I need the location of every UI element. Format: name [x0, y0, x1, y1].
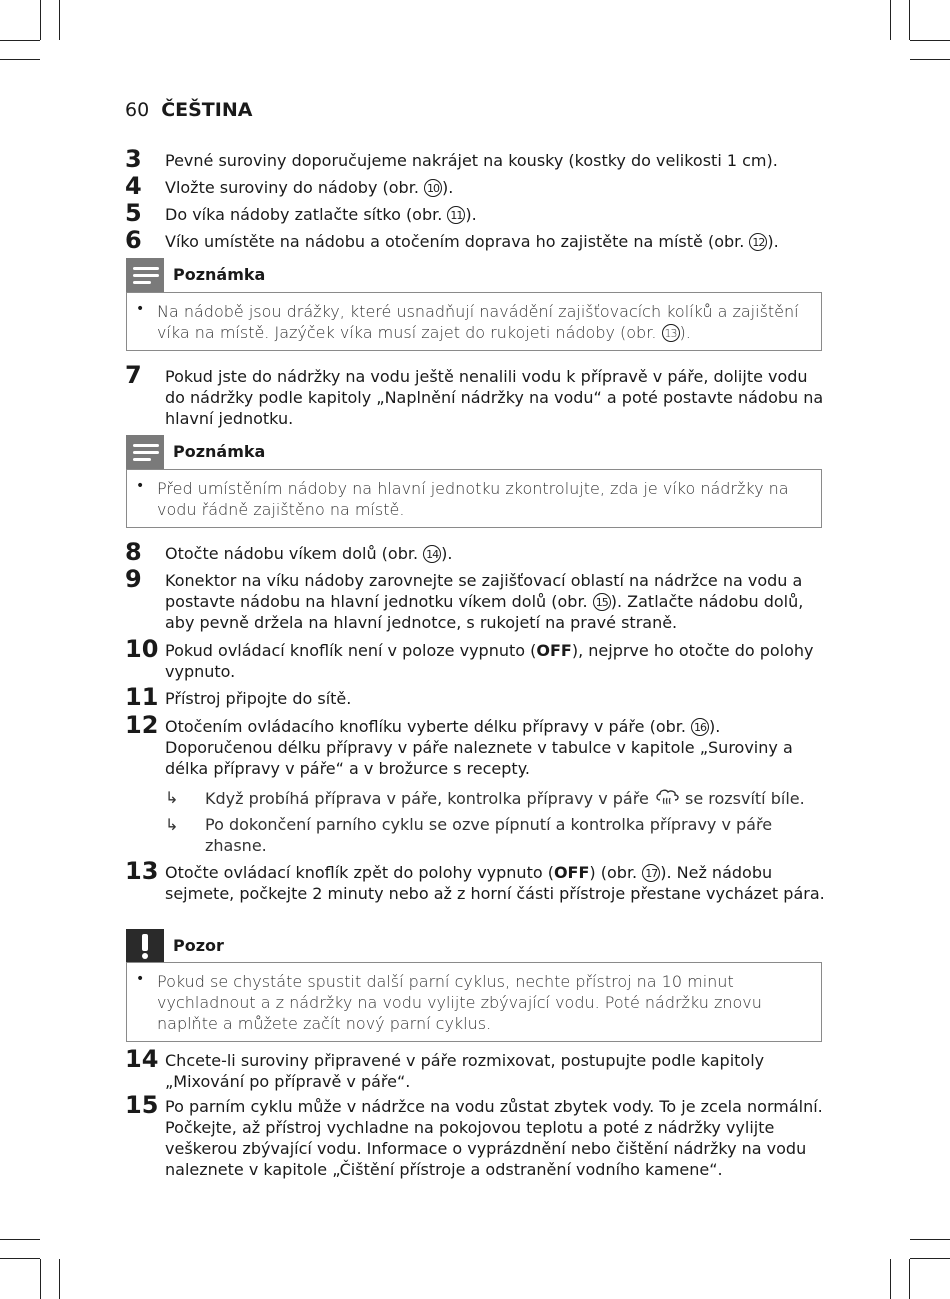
step-text: Chcete-li suroviny připravené v páře rozmixovat, postupujte podle kapitoly „Mixování po přípravě v páře“. — [165, 1051, 765, 1091]
note-header — [126, 258, 822, 292]
figure-ref: 17 — [642, 864, 660, 882]
crop-mark — [909, 1259, 910, 1299]
bullet: • — [136, 971, 145, 987]
step-6 — [125, 226, 825, 254]
step-number: 9 — [125, 565, 142, 593]
step-13 — [125, 857, 825, 904]
step-14 — [125, 1045, 825, 1092]
crop-mark — [0, 40, 40, 41]
figure-ref: 16 — [691, 718, 709, 736]
crop-mark — [40, 0, 41, 40]
crop-mark — [0, 1239, 40, 1240]
crop-mark — [910, 59, 950, 60]
step-7 — [125, 361, 825, 429]
step-10 — [125, 635, 825, 682]
figure-ref: 12 — [749, 233, 767, 251]
note-lines-icon — [126, 258, 164, 292]
caution-header — [126, 929, 822, 963]
crop-mark — [909, 0, 910, 40]
result-arrow-icon: ↳ — [165, 788, 179, 807]
step-number: 12 — [125, 711, 159, 739]
step-5 — [125, 199, 825, 227]
step-12 — [125, 711, 825, 779]
note-text: Před umístěním nádoby na hlavní jednotku zkontrolujte, zda je víko nádržky na vodu řádně zajištěno na místě. — [157, 479, 789, 519]
off-keyword: OFF — [553, 863, 590, 882]
result-item — [165, 787, 825, 812]
note-lines-icon — [126, 435, 164, 469]
figure-ref: 11 — [447, 206, 465, 224]
step-text: Otočte nádobu víkem dolů (obr. 14 ). — [165, 544, 453, 563]
note-text: Na nádobě jsou drážky, které usnadňují navádění zajišťovacích kolíků a zajištění víka na místě. Jazýček víka musí zajet do rukojeti nádoby (obr. 13 ). — [157, 302, 799, 342]
step-15 — [125, 1091, 825, 1180]
crop-mark — [40, 1259, 41, 1299]
step-number: 11 — [125, 683, 159, 711]
step-3 — [125, 145, 825, 173]
result-item — [165, 814, 825, 856]
step-number: 14 — [125, 1045, 159, 1073]
step-text: Víko umístěte na nádobu a otočením doprava ho zajistěte na místě (obr. 12 ). — [165, 232, 779, 251]
crop-mark — [890, 1259, 891, 1299]
crop-mark — [0, 59, 40, 60]
result-arrow-icon: ↳ — [165, 815, 179, 834]
step-text: Konektor na víku nádoby zarovnejte se zajišťovací oblastí na nádržce na vodu a postavte nádobu na hlavní jednotku víkem dolů (obr. 15 ). Zatlačte nádobu dolů, aby pevně držela na hlavní jednotce, s rukojetí na pravé straně. — [165, 571, 804, 632]
step-number: 10 — [125, 635, 159, 663]
step-text: Otočte ovládací knoflík zpět do polohy vypnuto (OFF) (obr. 17 ). Než nádobu sejmete, počkejte 2 minuty nebo až z horní části přístroje přestane vycházet pára. — [165, 863, 825, 903]
step-4 — [125, 172, 825, 200]
language-title: ČEŠTINA — [161, 99, 253, 121]
step-number: 15 — [125, 1091, 159, 1119]
step-number: 7 — [125, 361, 142, 389]
step-text: Po parním cyklu může v nádržce na vodu zůstat zbytek vody. To je zcela normální. Počkejte, až přístroj vychladne na pokojovou teplotu a poté z nádržky vylijte veškerou zbývající vodu. Informace o vyprázdnění nebo čištění nádržky na vodu naleznete v kapitole „Čištění přístroje a odstranění vodního kamene“. — [165, 1097, 823, 1179]
figure-ref: 10 — [424, 179, 442, 197]
step-number: 8 — [125, 538, 142, 566]
crop-mark — [0, 1258, 40, 1259]
step-11 — [125, 683, 825, 711]
caution-box — [126, 962, 822, 1042]
step-text: Do víka nádoby zatlačte sítko (obr. 11 ). — [165, 205, 477, 224]
step-number: 13 — [125, 857, 159, 885]
crop-mark — [59, 1259, 60, 1299]
note-box — [126, 469, 822, 528]
step-number: 5 — [125, 199, 142, 227]
crop-mark — [910, 1258, 950, 1259]
figure-ref: 14 — [423, 545, 441, 563]
step-text: Pokud jste do nádržky na vodu ještě nenalili vodu k přípravě v páře, dolijte vodu do nádržky podle kapitoly „Naplnění nádržky na vodu“ a poté postavte nádobu na hlavní jednotku. — [165, 367, 824, 428]
caution-text: Pokud se chystáte spustit další parní cyklus, nechte přístroj na 10 minut vychladnout a z nádržky na vodu vylijte zbývající vodu. Poté nádržku znovu naplňte a můžete začít nový parní cyklus. — [157, 972, 762, 1033]
crop-mark — [890, 0, 891, 40]
exclamation-icon — [126, 929, 164, 963]
page-header — [125, 99, 252, 121]
note-box — [126, 292, 822, 351]
figure-ref: 13 — [662, 324, 680, 342]
page-number: 60 — [125, 99, 150, 121]
off-keyword: OFF — [536, 641, 572, 660]
crop-mark — [910, 40, 950, 41]
result-text: Když probíhá příprava v páře, kontrolka přípravy v páře se rozsvítí bíle. — [205, 787, 825, 812]
result-text: Po dokončení parního cyklu se ozve pípnutí a kontrolka přípravy v páře zhasne. — [205, 815, 773, 855]
step-text: Pevné suroviny doporučujeme nakrájet na kousky (kostky do velikosti 1 cm). — [165, 151, 778, 170]
figure-ref: 15 — [593, 593, 611, 611]
step-text: Otočením ovládacího knoflíku vyberte délku přípravy v páře (obr. 16 ). Doporučenou délku přípravy v páře naleznete v tabulce v kapitole „Suroviny a délka přípravy v páře“ a v brožurce s recepty. — [165, 717, 793, 778]
step-9 — [125, 565, 835, 633]
step-8 — [125, 538, 825, 566]
step-number: 4 — [125, 172, 142, 200]
crop-mark — [910, 1239, 950, 1240]
bullet: • — [136, 301, 145, 317]
caution-label: Pozor — [173, 936, 224, 955]
steam-icon — [654, 787, 680, 812]
step-text: Vložte suroviny do nádoby (obr. 10 ). — [165, 178, 454, 197]
note-label: Poznámka — [173, 442, 266, 461]
crop-mark — [59, 0, 60, 40]
step-number: 3 — [125, 145, 142, 173]
note-label: Poznámka — [173, 265, 266, 284]
step-text: Přístroj připojte do sítě. — [165, 689, 352, 708]
note-header — [126, 435, 822, 469]
bullet: • — [136, 478, 145, 494]
step-text: Pokud ovládací knoflík není v poloze vypnuto (OFF), nejprve ho otočte do polohy vypnuto. — [165, 641, 814, 681]
step-number: 6 — [125, 226, 142, 254]
